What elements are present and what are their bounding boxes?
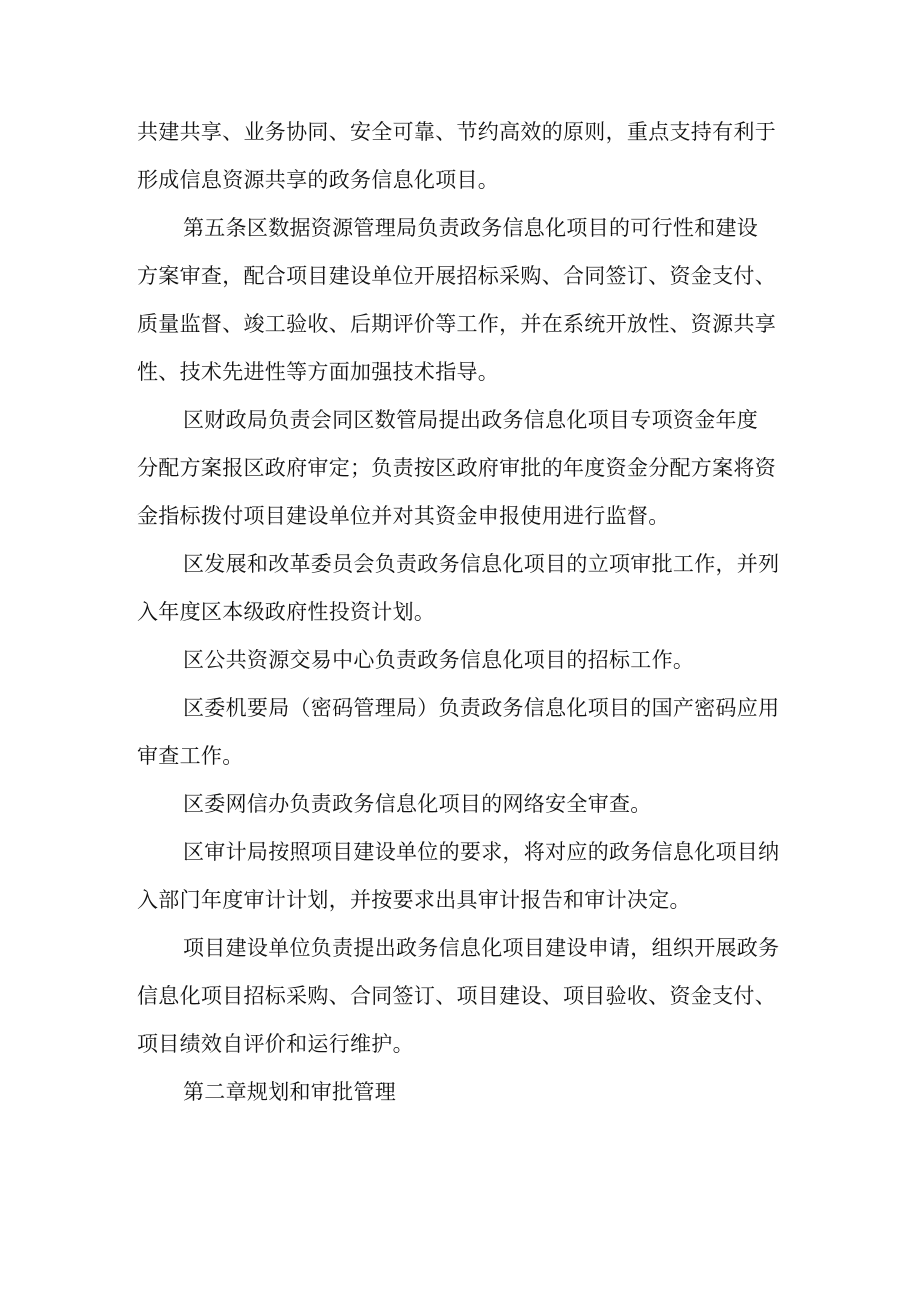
paragraph-line: 共建共享、业务协同、安全可靠、节约高效的原则，重点支持有利于: [137, 120, 776, 144]
paragraph-line: 区公共资源交易中心负责政务信息化项目的招标工作。: [183, 648, 695, 672]
paragraph-1: [137, 108, 787, 204]
paragraph-line: 区财政局负责会同区数管局提出政务信息化项目专项资金年度: [183, 408, 759, 432]
paragraph-line: 区发展和改革委员会负责政务信息化项目的立项审批工作，并列: [183, 552, 780, 576]
paragraph-article-5: [137, 204, 787, 396]
paragraph-line: 区委网信办负责政务信息化项目的网络安全审查。: [183, 792, 652, 816]
paragraph-line: 审查工作。: [137, 744, 244, 768]
paragraph-line: 形成信息资源共享的政务信息化项目。: [137, 168, 500, 192]
paragraph-finance-bureau: [137, 396, 787, 540]
chapter-title: 第二章规划和审批管理: [183, 1080, 396, 1104]
chapter-heading: [137, 1068, 787, 1116]
paragraph-line: 项目建设单位负责提出政务信息化项目建设申请，组织开展政务: [183, 936, 780, 960]
paragraph-line: 金指标拨付项目建设单位并对其资金申报使用进行监督。: [137, 504, 670, 528]
document-body: [137, 108, 787, 1116]
paragraph-construction-unit: [137, 924, 787, 1068]
paragraph-development-commission: [137, 540, 787, 636]
paragraph-line: 区审计局按照项目建设单位的要求，将对应的政务信息化项目纳: [183, 840, 780, 864]
paragraph-line: 入年度区本级政府性投资计划。: [137, 600, 436, 624]
paragraph-trading-center: [137, 636, 787, 684]
paragraph-cyberspace-office: [137, 780, 787, 828]
paragraph-line: 区委机要局（密码管理局）负责政务信息化项目的国产密码应用: [183, 696, 780, 720]
paragraph-line: 第五条区数据资源管理局负责政务信息化项目的可行性和建设: [183, 216, 759, 240]
paragraph-line: 分配方案报区政府审定；负责按区政府审批的年度资金分配方案将资: [137, 456, 776, 480]
paragraph-audit-bureau: [137, 828, 787, 924]
paragraph-cryptography-bureau: [137, 684, 787, 780]
paragraph-line: 性、技术先进性等方面加强技术指导。: [137, 360, 500, 384]
paragraph-line: 方案审查，配合项目建设单位开展招标采购、合同签订、资金支付、: [137, 264, 776, 288]
paragraph-line: 项目绩效自评价和运行维护。: [137, 1032, 414, 1056]
paragraph-line: 信息化项目招标采购、合同签订、项目建设、项目验收、资金支付、: [137, 984, 776, 1008]
paragraph-line: 入部门年度审计计划，并按要求出具审计报告和审计决定。: [137, 888, 691, 912]
paragraph-line: 质量监督、竣工验收、后期评价等工作，并在系统开放性、资源共享: [137, 312, 776, 336]
